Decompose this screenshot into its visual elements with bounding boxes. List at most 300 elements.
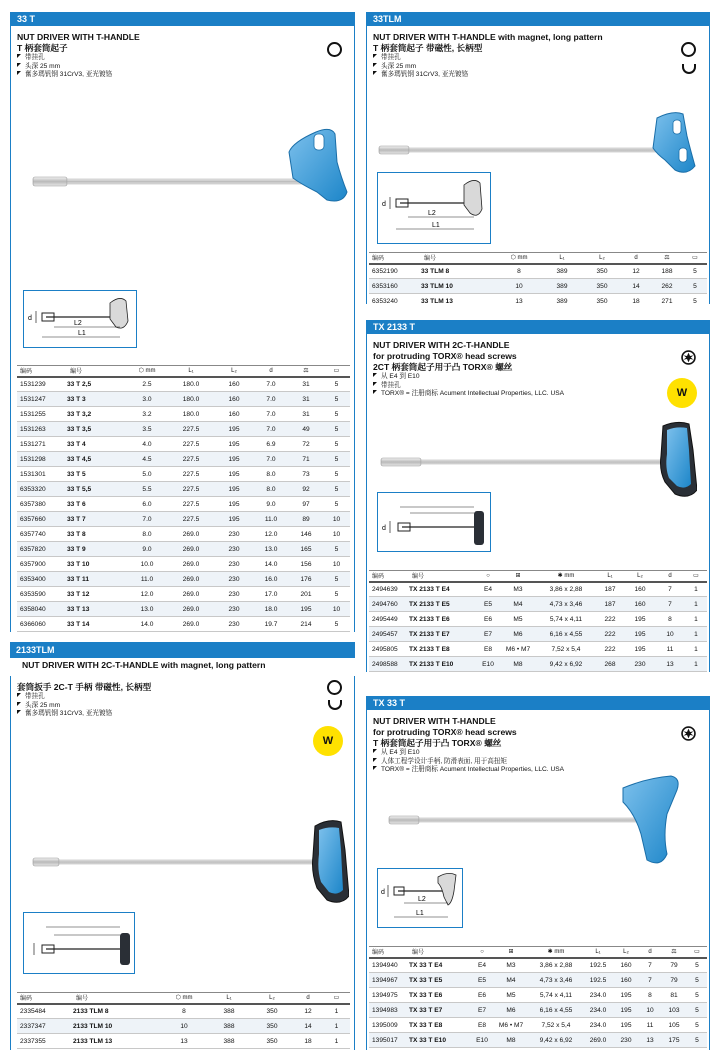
table-cell: 17.0 <box>253 587 289 602</box>
table-cell: 33 T 11 <box>67 572 127 587</box>
table-cell: 5 <box>323 392 350 407</box>
table-row <box>369 264 707 279</box>
table-row <box>369 1018 707 1033</box>
table-cell: 8 <box>497 264 541 279</box>
table-cell: 2335484 <box>17 1004 73 1019</box>
table-cell: 4.0 <box>127 437 167 452</box>
table-cell: 227.5 <box>167 452 215 467</box>
spec-table-33t <box>17 365 350 632</box>
col-size: ⬡ mm <box>127 366 167 377</box>
table-row <box>17 587 350 602</box>
table-cell: 4,73 x 3,46 <box>529 973 583 988</box>
table-cell: 1 <box>685 657 707 672</box>
col-code: 编号 <box>409 947 471 958</box>
table-row <box>369 294 707 305</box>
panel-header: TX 2133 T <box>367 320 709 334</box>
table-cell: 18.0 <box>253 602 289 617</box>
table-cell: 9.0 <box>253 497 289 512</box>
table-cell: 10.0 <box>127 557 167 572</box>
table-cell: 3.5 <box>127 422 167 437</box>
title-en: NUT DRIVER WITH T-HANDLE <box>17 32 140 42</box>
table-cell: 6.0 <box>127 497 167 512</box>
table-cell: 33 T 2,5 <box>67 377 127 392</box>
table-cell: 6,16 x 4,55 <box>537 627 595 642</box>
table-cell: 5.5 <box>127 482 167 497</box>
wera-brand-badge: W <box>667 378 697 408</box>
table-row <box>17 497 350 512</box>
table-row <box>369 582 707 597</box>
table-cell: 1394975 <box>369 988 409 1003</box>
table-cell: M6 • M7 <box>493 1018 529 1033</box>
feature-bullet: 带挂孔 <box>367 382 709 391</box>
table-cell: 13 <box>497 294 541 305</box>
table-cell: 1394983 <box>369 1003 409 1018</box>
table-cell: 5 <box>323 482 350 497</box>
col-size: ⬡ mm <box>497 253 541 264</box>
table-cell: M4 <box>493 973 529 988</box>
col-article: 编码 <box>17 993 73 1004</box>
col-code: 编号 <box>409 571 477 582</box>
2c-t-handle-nut-driver-image <box>377 420 697 500</box>
table-row <box>17 392 350 407</box>
table-cell: 5 <box>683 279 707 294</box>
product-panel-33tlm <box>366 12 710 304</box>
table-cell: 6357900 <box>17 557 67 572</box>
table-cell: 33 T 4,5 <box>67 452 127 467</box>
table-cell: 180.0 <box>167 392 215 407</box>
col-article: 编码 <box>369 253 421 264</box>
table-cell: 4,73 x 3,46 <box>537 597 595 612</box>
torx-external-icon <box>681 726 696 741</box>
table-cell: 230 <box>215 527 253 542</box>
col-size: ✱ mm <box>529 947 583 958</box>
table-cell: 5.0 <box>127 467 167 482</box>
table-cell: 33 T 9 <box>67 542 127 557</box>
table-cell: 6353590 <box>17 587 67 602</box>
table-cell: 10 <box>323 512 350 527</box>
table-cell: 160 <box>613 958 639 973</box>
table-row <box>369 988 707 1003</box>
col-l1: L₁ <box>541 253 583 264</box>
table-cell: E5 <box>471 973 493 988</box>
feature-bullet: 头深 25 mm <box>11 63 354 72</box>
table-cell: 31 <box>289 392 323 407</box>
nut-hex-icon <box>681 42 696 57</box>
pack-icon: ▭ <box>323 993 350 1004</box>
table-cell: E8 <box>477 642 499 657</box>
panel-header: 33 T <box>11 12 354 26</box>
table-cell: 7,52 x 5,4 <box>537 642 595 657</box>
table-cell: 33 T 6 <box>67 497 127 512</box>
title-en-sub: for protruding TORX® head screws <box>373 351 517 361</box>
table-cell: 5 <box>323 587 350 602</box>
table-cell: 227.5 <box>167 497 215 512</box>
table-row <box>369 973 707 988</box>
table-cell: 97 <box>289 497 323 512</box>
table-cell: 18 <box>293 1034 323 1049</box>
table-cell: 7 <box>639 973 661 988</box>
table-row <box>17 542 350 557</box>
table-cell: 7,52 x 5,4 <box>529 1018 583 1033</box>
table-cell: 1 <box>323 1019 350 1034</box>
table-cell: 227.5 <box>167 512 215 527</box>
table-cell: 12.0 <box>127 587 167 602</box>
table-cell: 10 <box>323 602 350 617</box>
l1-label: L1 <box>432 222 440 229</box>
table-row <box>369 279 707 294</box>
table-cell: 13 <box>655 657 685 672</box>
table-cell: 195 <box>215 452 253 467</box>
table-cell: 1531271 <box>17 437 67 452</box>
table-row <box>17 437 350 452</box>
table-cell: TX 2133 T E6 <box>409 612 477 627</box>
table-cell: 5 <box>323 467 350 482</box>
table-cell: 79 <box>661 973 687 988</box>
title-en: NUT DRIVER WITH T-HANDLE <box>373 716 496 726</box>
table-row <box>369 612 707 627</box>
panel-header: 33TLM <box>367 12 709 26</box>
table-cell: 187 <box>595 597 625 612</box>
table-cell: E7 <box>477 627 499 642</box>
col-code: 編号 <box>67 366 127 377</box>
feature-bullet: 奮多瑪钒钢 31CrV3, 亚光镀铬 <box>367 71 709 80</box>
table-cell: 13.0 <box>253 542 289 557</box>
title-cn: 套筒扳手 2C-T 手柄 带磁性, 长柄型 <box>17 682 152 692</box>
table-cell: 5 <box>683 294 707 305</box>
table-cell: 6353320 <box>17 482 67 497</box>
table-cell: 222 <box>595 642 625 657</box>
table-cell: 6353240 <box>369 294 421 305</box>
table-cell: M8 <box>499 657 537 672</box>
table-row <box>17 527 350 542</box>
nut-hex-icon <box>327 42 342 57</box>
feature-bullet: 奮多瑪钒钢 31CrV3, 亚光镀铬 <box>11 71 354 80</box>
title-en: NUT DRIVER WITH 2C-T-HANDLE <box>373 340 510 350</box>
l2-label: L2 <box>74 320 82 327</box>
table-cell: 33 T 3,2 <box>67 407 127 422</box>
feature-bullet: TORX® = 注册商标 Acument Intellectual Properties, LLC. USA <box>367 390 709 399</box>
table-cell: 165 <box>289 542 323 557</box>
table-cell: 6.9 <box>253 437 289 452</box>
table-cell: 6357660 <box>17 512 67 527</box>
table-cell: 8.0 <box>253 467 289 482</box>
table-row <box>17 1004 350 1019</box>
table-row <box>17 572 350 587</box>
table-cell: 195 <box>625 627 655 642</box>
table-cell: 5 <box>687 1003 707 1018</box>
table-cell: 14.0 <box>127 617 167 632</box>
table-cell: 13 <box>161 1034 207 1049</box>
hex-size-icon: ⬡ <box>175 995 183 1002</box>
table-cell: 8.0 <box>253 482 289 497</box>
table-cell: TX 33 T E4 <box>409 958 471 973</box>
table-cell: 11 <box>655 642 685 657</box>
table-cell: 72 <box>289 437 323 452</box>
table-cell: 33 T 14 <box>67 617 127 632</box>
table-header-row <box>17 366 350 377</box>
table-cell: 14.0 <box>253 557 289 572</box>
table-cell: 195 <box>215 497 253 512</box>
spec-table-tx33t <box>369 946 707 1048</box>
pack-icon: ▭ <box>685 571 707 582</box>
table-cell: 7 <box>639 958 661 973</box>
table-cell: 7.0 <box>253 377 289 392</box>
table-cell: 5 <box>687 1033 707 1048</box>
table-cell: 227.5 <box>167 422 215 437</box>
table-cell: 6357820 <box>17 542 67 557</box>
table-cell: 192.5 <box>583 958 613 973</box>
dimension-diagram <box>377 172 491 244</box>
spec-table-2133tlm <box>17 992 350 1049</box>
table-cell: 5 <box>323 497 350 512</box>
table-cell: 350 <box>583 279 621 294</box>
table-cell: 8 <box>639 988 661 1003</box>
table-row <box>17 467 350 482</box>
table-cell: 2133 TLM 10 <box>73 1019 161 1034</box>
table-cell: 16.0 <box>253 572 289 587</box>
product-panel-tx2133t <box>366 320 710 672</box>
table-cell: 195 <box>625 612 655 627</box>
table-cell: 2494760 <box>369 597 409 612</box>
table-cell: 7.0 <box>253 407 289 422</box>
table-cell: 5 <box>323 617 350 632</box>
table-cell: 33 T 7 <box>67 512 127 527</box>
table-row <box>17 1019 350 1034</box>
table-cell: TX 2133 T E4 <box>409 582 477 597</box>
l1-label: L1 <box>416 910 424 917</box>
col-l2: L₂ <box>583 253 621 264</box>
table-cell: 1 <box>685 597 707 612</box>
table-cell: 33 TLM 8 <box>421 264 497 279</box>
panel-header: TX 33 T <box>367 696 709 710</box>
table-cell: 18 <box>621 294 651 305</box>
table-cell: 195 <box>289 602 323 617</box>
table-cell: 388 <box>207 1034 251 1049</box>
table-cell: 5 <box>687 988 707 1003</box>
table-cell: 3.2 <box>127 407 167 422</box>
table-body <box>369 958 707 1048</box>
t-handle-nut-driver-image <box>385 774 685 870</box>
table-cell: 9.0 <box>127 542 167 557</box>
nut-hex-icon <box>327 680 342 695</box>
table-header-row <box>369 253 707 264</box>
table-row <box>17 617 350 632</box>
table-cell: 222 <box>595 612 625 627</box>
d-label: d <box>382 201 386 208</box>
table-cell: 5 <box>323 407 350 422</box>
table-cell: 12.0 <box>253 527 289 542</box>
table-cell: 7.0 <box>253 422 289 437</box>
table-cell: 33 T 4 <box>67 437 127 452</box>
feature-bullet: 带挂孔 <box>367 54 709 63</box>
table-cell: 230 <box>215 557 253 572</box>
thread-size-icon: ⊞ <box>493 947 529 958</box>
table-cell: 12 <box>621 264 651 279</box>
table-cell: 230 <box>625 657 655 672</box>
table-cell: 33 T 5 <box>67 467 127 482</box>
table-cell: 1395009 <box>369 1018 409 1033</box>
col-l2: L₂ <box>625 571 655 582</box>
table-cell: 230 <box>215 602 253 617</box>
col-l1: L₁ <box>167 366 215 377</box>
table-row <box>17 377 350 392</box>
table-cell: 33 T 5,5 <box>67 482 127 497</box>
table-cell: TX 33 T E8 <box>409 1018 471 1033</box>
weight-icon: ⚖ <box>661 947 687 958</box>
title-cn: 2CT 柄套筒起子用于凸 TORX® 螺丝 <box>373 362 513 372</box>
table-cell: 2.5 <box>127 377 167 392</box>
table-cell: 1 <box>685 612 707 627</box>
table-cell: TX 33 T E5 <box>409 973 471 988</box>
table-cell: M3 <box>499 582 537 597</box>
table-cell: 5 <box>687 958 707 973</box>
table-cell: 1531247 <box>17 392 67 407</box>
table-cell: 6,16 x 4,55 <box>529 1003 583 1018</box>
table-cell: 2498588 <box>369 657 409 672</box>
table-cell: 5 <box>323 437 350 452</box>
table-cell: 3,86 x 2,88 <box>537 582 595 597</box>
table-row <box>369 642 707 657</box>
table-cell: 7 <box>655 597 685 612</box>
table-cell: 230 <box>215 587 253 602</box>
table-cell: 180.0 <box>167 377 215 392</box>
table-cell: 230 <box>215 617 253 632</box>
table-cell: 10 <box>655 627 685 642</box>
table-cell: 269.0 <box>167 542 215 557</box>
col-l2: L₂ <box>215 366 253 377</box>
table-cell: 33 T 8 <box>67 527 127 542</box>
d-label: d <box>382 525 386 532</box>
table-cell: 234.0 <box>583 988 613 1003</box>
table-cell: 103 <box>661 1003 687 1018</box>
table-cell: 6358040 <box>17 602 67 617</box>
table-cell: 388 <box>207 1004 251 1019</box>
title-en: NUT DRIVER WITH T-HANDLE with magnet, long pattern <box>373 32 603 42</box>
table-cell: 230 <box>215 542 253 557</box>
table-cell: 81 <box>661 988 687 1003</box>
table-cell: 195 <box>215 422 253 437</box>
table-cell: 33 T 3 <box>67 392 127 407</box>
table-cell: 13 <box>639 1033 661 1048</box>
table-cell: 271 <box>651 294 683 305</box>
table-cell: 1531239 <box>17 377 67 392</box>
table-cell: 268 <box>595 657 625 672</box>
table-row <box>17 1034 350 1049</box>
table-cell: 389 <box>541 279 583 294</box>
table-cell: 188 <box>651 264 683 279</box>
table-cell: 388 <box>207 1019 251 1034</box>
table-cell: 71 <box>289 452 323 467</box>
table-cell: 214 <box>289 617 323 632</box>
table-cell: 230 <box>215 572 253 587</box>
table-cell: 8.0 <box>127 527 167 542</box>
col-article: 编码 <box>369 947 409 958</box>
table-cell: 5 <box>323 377 350 392</box>
table-cell: 5 <box>687 973 707 988</box>
table-cell: M4 <box>499 597 537 612</box>
2c-t-handle-nut-driver-image <box>29 816 349 906</box>
col-article: 编码 <box>369 571 409 582</box>
table-cell: 33 TLM 13 <box>421 294 497 305</box>
spec-table-33tlm <box>369 252 707 304</box>
table-cell: 1394967 <box>369 973 409 988</box>
table-cell: 79 <box>661 958 687 973</box>
table-cell: 160 <box>625 582 655 597</box>
table-cell: E7 <box>471 1003 493 1018</box>
table-cell: 234.0 <box>583 1003 613 1018</box>
table-header-row <box>369 571 707 582</box>
table-row <box>17 602 350 617</box>
table-cell: 160 <box>215 407 253 422</box>
table-cell: 227.5 <box>167 467 215 482</box>
dimension-diagram <box>23 290 137 348</box>
table-cell: 1531263 <box>17 422 67 437</box>
table-cell: 269.0 <box>167 587 215 602</box>
table-cell: 3.0 <box>127 392 167 407</box>
table-cell: 5 <box>687 1018 707 1033</box>
col-d: d <box>655 571 685 582</box>
col-l2: L₂ <box>251 993 293 1004</box>
col-d: d <box>621 253 651 264</box>
table-cell: 269.0 <box>167 572 215 587</box>
table-cell: 6357740 <box>17 527 67 542</box>
table-cell: TX 33 T E10 <box>409 1033 471 1048</box>
table-cell: 5 <box>323 422 350 437</box>
table-cell: 1395017 <box>369 1033 409 1048</box>
table-header-row <box>369 947 707 958</box>
table-header-row <box>17 993 350 1004</box>
torx-size-icon: ○ <box>471 947 493 958</box>
table-cell: M6 <box>493 1003 529 1018</box>
feature-bullet: 带挂孔 <box>11 54 354 63</box>
table-cell: 1531301 <box>17 467 67 482</box>
feature-bullet: 从 E4 到 E10 <box>367 373 709 382</box>
table-cell: 49 <box>289 422 323 437</box>
table-cell: 160 <box>613 973 639 988</box>
pack-icon: ▭ <box>683 253 707 264</box>
dimension-diagram <box>377 492 491 552</box>
table-cell: E4 <box>477 582 499 597</box>
table-cell: 227.5 <box>167 482 215 497</box>
table-cell: 222 <box>595 627 625 642</box>
table-cell: 176 <box>289 572 323 587</box>
table-cell: 195 <box>215 437 253 452</box>
table-cell: 13.0 <box>127 602 167 617</box>
table-cell: 2495457 <box>369 627 409 642</box>
table-cell: 5,74 x 4,11 <box>529 988 583 1003</box>
table-cell: 6357380 <box>17 497 67 512</box>
table-cell: 201 <box>289 587 323 602</box>
feature-bullet: 从 E4 到 E10 <box>367 749 709 758</box>
table-cell: 195 <box>215 512 253 527</box>
feature-bullet: 奮多瑪钒钢 31CrV3, 亚光镀铬 <box>11 710 354 719</box>
table-cell: 9,42 x 6,92 <box>537 657 595 672</box>
table-cell: 10 <box>323 557 350 572</box>
table-cell: 156 <box>289 557 323 572</box>
product-panel-tx33t <box>366 696 710 1050</box>
table-cell: 5 <box>683 264 707 279</box>
table-cell: 11 <box>639 1018 661 1033</box>
table-cell: 2495449 <box>369 612 409 627</box>
table-cell: E6 <box>477 612 499 627</box>
table-cell: 6366060 <box>17 617 67 632</box>
table-cell: 2337347 <box>17 1019 73 1034</box>
table-cell: 227.5 <box>167 437 215 452</box>
weight-icon: ⚖ <box>289 366 323 377</box>
table-cell: 89 <box>289 512 323 527</box>
table-cell: 10 <box>639 1003 661 1018</box>
table-cell: E5 <box>477 597 499 612</box>
